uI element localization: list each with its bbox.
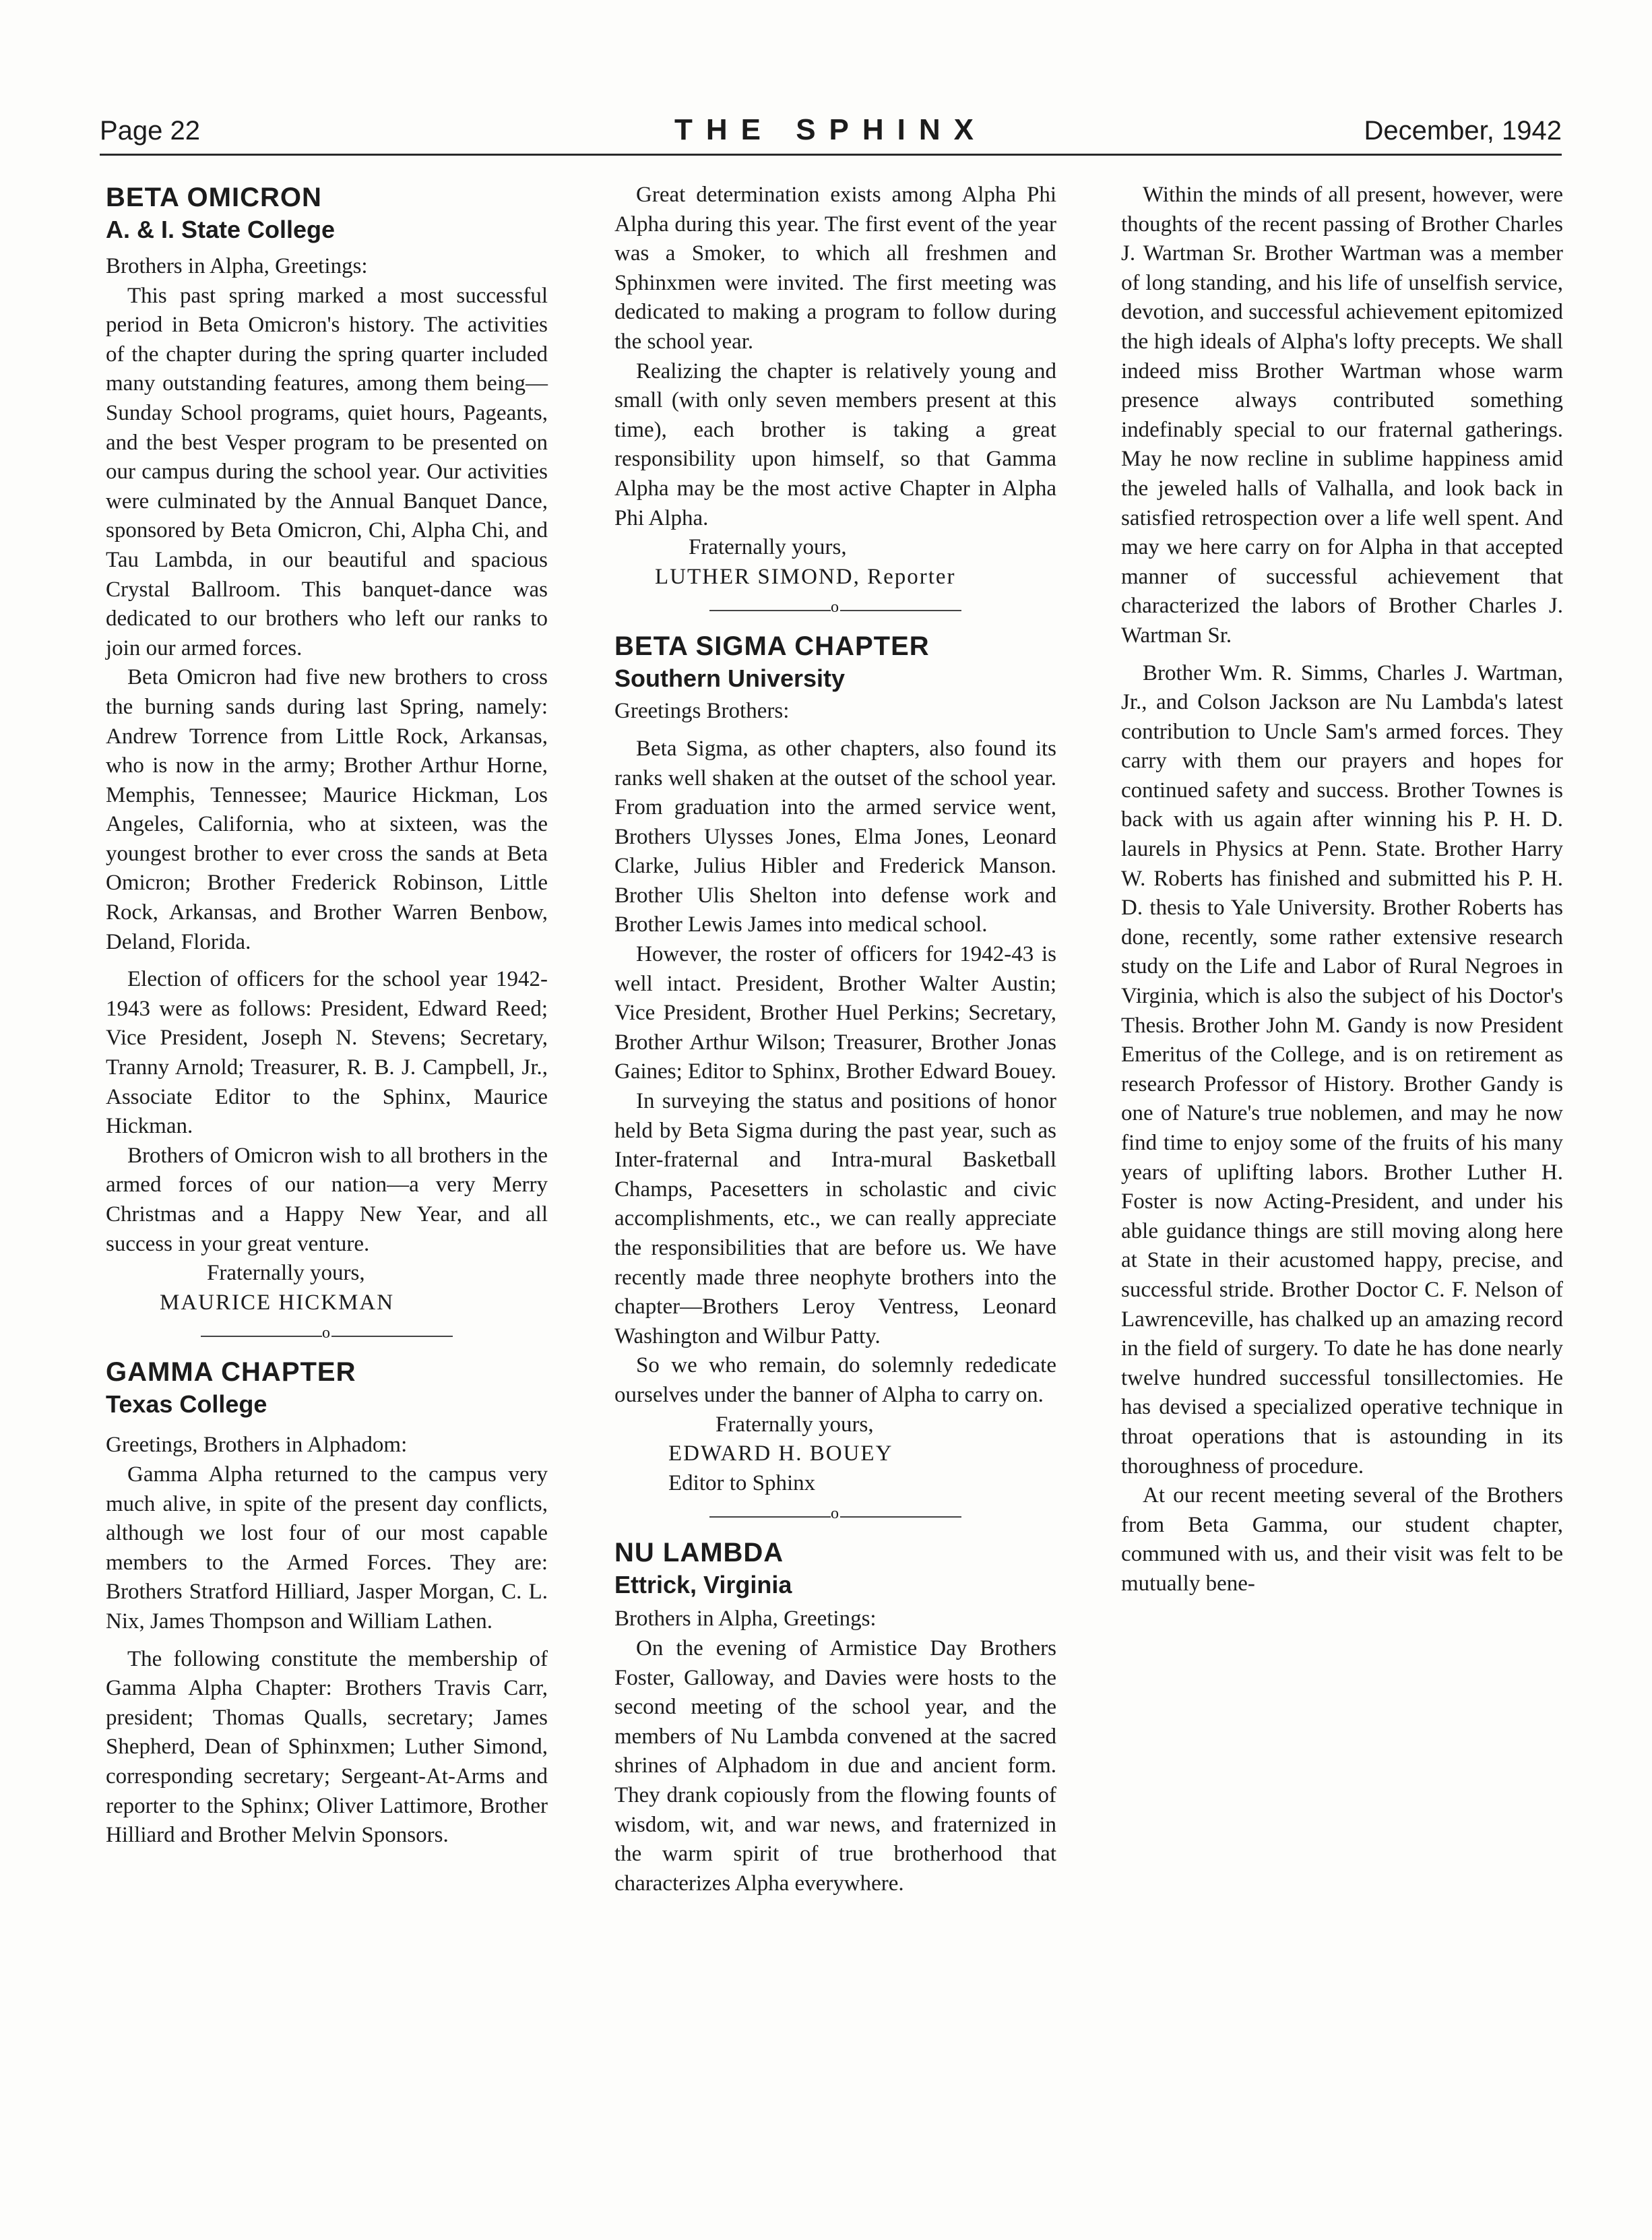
separator: o [106, 1321, 548, 1344]
nu-lambda-article-continued [1121, 181, 1563, 1599]
paragraph: This past spring marked a most successful period in Beta Omicron's history. The activities of the chapter during the spring quarter included many outstanding features, among them being—Sunday School programs, quiet hours, Pageants, and the best Vesper program to be presented on our campus during the school year. Our activities were culminated by the Annual Banquet Dance, sponsored by Beta Omicron, Chi, Alpha Chi, and Tau Lambda, in our beautiful and spacious Crystal Ballroom. This banquet-dance was dedicated to our brothers who left our ranks to join our armed forces. [106, 283, 548, 660]
chapter-title: NU LAMBDA [614, 1538, 784, 1568]
paragraph: The following constitute the membership of Gamma Alpha Chapter: Brothers Travis Carr, president; Thomas Qualls, secretary; James Shepherd, Dean of Sphinxmen; Luther Simond, corresponding secretary; Sergeant-At-Arms and reporter to the Sphinx; Oliver Lattimore, Brother Hilliard and Brother Melvin Sponsors. [106, 1646, 548, 1848]
page-header [100, 108, 1562, 155]
closing: Fraternally yours, [689, 535, 847, 560]
separator: o [614, 596, 1056, 619]
beta-omicron-article [106, 181, 548, 1317]
column-1 [106, 181, 548, 1850]
paragraph: In surveying the status and positions of honor held by Beta Sigma during the past year, such as Inter-fraternal and Intra-mural Basketball Champs, Pacesetters in scholastic and civic accomplishments, etc., we can really appreciate the responsibilities that are before us. We have recently made three neophyte brothers into the chapter—Brothers Leroy Ventress, Leonard Washington and Wilbur Patty. [614, 1089, 1056, 1348]
signature: LUTHER SIMOND, Reporter [655, 564, 956, 589]
paragraph: Brothers of Omicron wish to all brothers in the armed forces of our nation—a very Merry Christmas and a Happy New Year, and all success in your great venture. [106, 1143, 548, 1256]
greeting: Brothers in Alpha, Greetings: [614, 1607, 877, 1631]
paragraph: So we who remain, do solemnly rededicate ourselves under the banner of Alpha to carry on. [614, 1353, 1056, 1407]
greeting: Brothers in Alpha, Greetings: [106, 254, 368, 278]
paragraph: However, the roster of officers for 1942-43 is well intact. President, Brother Walter Austin; Vice President, Brother Huel Perkins; Secretary, Brother Arthur Wilson; Treasurer, Brother Jonas Gaines; Editor to Sphinx, Brother Edward Bouey. [614, 942, 1056, 1084]
chapter-school: Texas College [106, 1390, 267, 1419]
signature-title: Editor to Sphinx [668, 1470, 816, 1495]
greeting: Greetings, Brothers in Alphadom: [106, 1433, 408, 1458]
paragraph: At our recent meeting several of the Brothers from Beta Gamma, our student chapter, communed with us, and their visit was felt to be mutually bene- [1121, 1483, 1563, 1596]
issue-date: December, 1942 [1364, 116, 1562, 146]
chapter-school: A. & I. State College [106, 216, 336, 243]
paragraph: Realizing the chapter is relatively young and small (with only seven members present at this time), each brother is taking a great responsibility upon himself, so that Gamma Alpha may be the most active Chapter in Alpha Phi Alpha. [614, 359, 1056, 530]
signature: EDWARD H. BOUEY [668, 1441, 893, 1466]
paragraph: Election of officers for the school year 1942-1943 were as follows: President, Edward Reed; Vice President, Joseph N. Stevens; Secretary, Tranny Arnold; Treasurer, R. B. J. Campbell, Jr., Associate Editor to the Sphinx, Maurice Hickman. [106, 967, 548, 1139]
chapter-title: BETA SIGMA CHAPTER [614, 631, 930, 662]
closing: Fraternally yours, [207, 1261, 365, 1286]
magazine-title: THE SPHINX [674, 113, 988, 146]
column-3 [1121, 181, 1563, 1599]
column-2 [614, 181, 1056, 1898]
chapter-school: Southern University [614, 664, 846, 693]
paragraph: Brother Wm. R. Simms, Charles J. Wartman, Jr., and Colson Jackson are Nu Lambda's latest contribution to Uncle Sam's armed forces. They carry with them our prayers and hopes for continued safety and success. Brother Townes is back with us again after winning his P. H. D. laurels in Physics at Penn. State. Brother Harry W. Roberts has finished and submitted his P. H. D. thesis to Yale University. Brother Roberts has done, recently, some rather extensive research study on the Life and Labor of Rural Negroes in Virginia, which is also the subject of his Doctor's Thesis. Brother John M. Gandy is now President Emeritus of the College, and is on retirement as research Professor of History. Brother Gandy is one of Nature's true noblemen, and may he now find time to enjoy some of the fruits of his many years of uplifting labors. Brother Luther H. Foster is now Acting-President, and under his able guidance things are still moving along here at State in their acustomed happy, precise, and successful stride. Brother Doctor C. F. Nelson of Lawrenceville, has chalked up an amazing record in the field of surgery. To date he has done nearly twelve hundred successful tonsillectomies. He has devised a specialized operative technique in throat operations that is astounding in its thoroughness of procedure. [1121, 660, 1563, 1479]
nu-lambda-article [614, 1536, 1056, 1898]
paragraph: On the evening of Armistice Day Brothers Foster, Galloway, and Davies were hosts to the second meeting of the school year, and the members of Nu Lambda convened at the sacred shrines of Alphadom in due and ancient form. They drank copiously from the flowing founts of wisdom, wit, and war news, and fraternized in the warm spirit of true brotherhood that characterizes Alpha everywhere. [614, 1636, 1056, 1896]
chapter-title: GAMMA CHAPTER [106, 1357, 356, 1388]
gamma-article [106, 1355, 548, 1850]
paragraph: Beta Omicron had five new brothers to cross the burning sands during last Spring, namely: Andrew Torrence from Little Rock, Arkansas, who is now in the army; Brother Arthur Horne, Memphis, Tennessee; Maurice Hickman, Los Angeles, California, who at sixteen, was the youngest brother to ever cross the sands at Beta Omicron; Brother Frederick Robinson, Little Rock, Arkansas, and Brother Warren Benbow, Deland, Florida. [106, 665, 548, 954]
page-number: Page 22 [100, 116, 201, 146]
closing: Fraternally yours, [716, 1412, 874, 1437]
paragraph: Gamma Alpha returned to the campus very much alive, in spite of the present day conflicts, although we lost four of our most capable members to the Armed Forces. They are: Brothers Stratford Hilliard, Jasper Morgan, C. L. Nix, James Thompson and William Lathen. [106, 1462, 548, 1634]
paragraph: Beta Sigma, as other chapters, also found its ranks well shaken at the outset of the school year. From graduation into the armed service went, Brothers Ulysses Jones, Elma Jones, Leonard Clarke, Julius Hibler and Frederick Manson. Brother Ulis Shelton into defense work and Brother Lewis James into medical school. [614, 736, 1056, 937]
signature: MAURICE HICKMAN [160, 1290, 395, 1315]
paragraph: Within the minds of all present, however, were thoughts of the recent passing of Brother Charles J. Wartman Sr. Brother Wartman was a member of long standing, and his life of unselfish service, devotion, and successful achievement epitomized the high ideals of Alpha's lofty precepts. We shall indeed miss Brother Wartman whose warm presence always contributed something indefinably special to our fraternal gatherings. May he now recline in sublime happiness amid the jeweled halls of Valhalla, and look back in satisfied retrospection over a life well spent. And may we here carry on for Alpha in that accepted manner of successful achievement that characterized the labors of Brother Charles J. Wartman Sr. [1121, 183, 1563, 648]
header-rule [100, 154, 1562, 156]
chapter-title: BETA OMICRON [106, 183, 322, 212]
gamma-article-continued [614, 181, 1056, 592]
beta-sigma-article [614, 629, 1056, 1498]
greeting: Greetings Brothers: [614, 699, 790, 724]
separator: o [614, 1502, 1056, 1525]
paragraph: Great determination exists among Alpha Phi Alpha during this year. The first event of the year was a Smoker, to which all freshmen and Sphinxmen were invited. The first meeting was dedicated to making a program to follow during the school year. [614, 183, 1056, 354]
chapter-school: Ettrick, Virginia [614, 1571, 792, 1599]
